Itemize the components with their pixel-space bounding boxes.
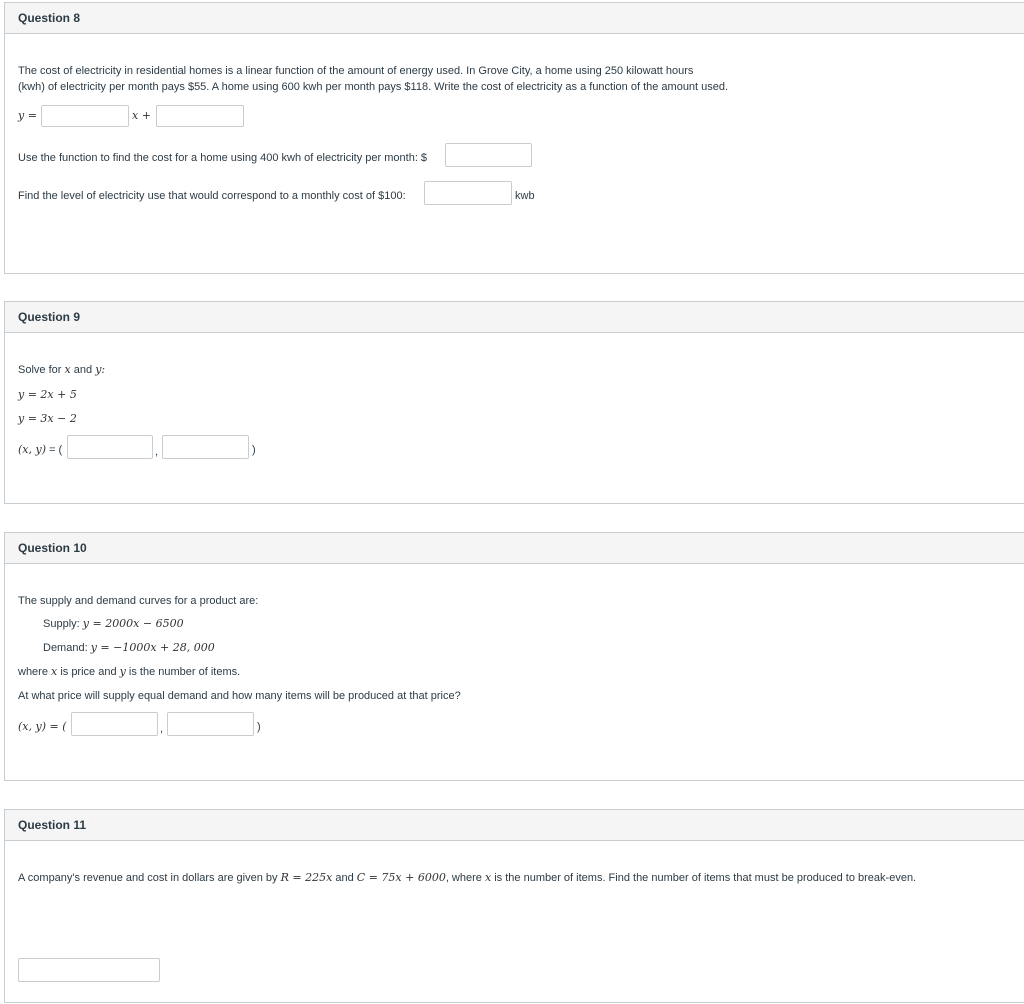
usage-unit-label: kwb <box>515 190 535 202</box>
break-even-input[interactable] <box>18 958 160 982</box>
y-equals-label: y = <box>18 109 37 122</box>
question-title: Question 10 <box>5 533 1024 564</box>
equation-2: y = 3x − 2 <box>18 412 77 425</box>
solve-instruction: Solve for x and y: <box>18 363 106 376</box>
cost-input[interactable] <box>445 143 532 167</box>
question-text-line: (kwh) of electricity per month pays $55. A home using 600 kwh per month pays $118. Write the cost of electricity as a function of the amount used. <box>18 81 729 93</box>
x-value-input[interactable] <box>67 435 153 459</box>
y-value-input[interactable] <box>162 435 249 459</box>
comma-separator: , <box>160 723 164 735</box>
usage-input[interactable] <box>424 181 512 205</box>
closing-paren: ) <box>252 444 256 456</box>
question-11-card <box>4 809 1024 1003</box>
usage-prompt: Find the level of electricity use that would correspond to a monthly cost of $100: <box>18 190 406 202</box>
equilibrium-question: At what price will supply equal demand and how many items will be produced at that price? <box>18 690 461 702</box>
question-9-card <box>4 301 1024 504</box>
closing-paren: ) <box>257 721 261 733</box>
question-10-card <box>4 532 1024 781</box>
variable-definition: where x is price and y is the number of items. <box>18 665 241 678</box>
x-plus-label: x + <box>132 109 151 122</box>
question-title: Question 8 <box>5 3 1024 34</box>
slope-input[interactable] <box>41 105 129 127</box>
intercept-input[interactable] <box>156 105 244 127</box>
break-even-question: A company's revenue and cost in dollars are given by R = 225x and C = 75x + 6000, where x is the number of items. Find the number of items that must be produced to break-even. <box>18 871 917 884</box>
comma-separator: , <box>155 446 159 458</box>
supply-demand-intro: The supply and demand curves for a product are: <box>18 595 259 607</box>
pair-label: (x, y) = ( <box>18 443 63 456</box>
equation-1: y = 2x + 5 <box>18 388 77 401</box>
items-input[interactable] <box>167 712 254 736</box>
supply-equation: Supply: y = 2000x − 6500 <box>43 617 184 630</box>
pair-label: (x, y) = ( <box>18 720 67 733</box>
cost-prompt: Use the function to find the cost for a home using 400 kwh of electricity per month: $ <box>18 152 428 164</box>
question-text-line: The cost of electricity in residential homes is a linear function of the amount of energy used. In Grove City, a home using 250 kilowatt hours <box>18 65 694 77</box>
question-title: Question 11 <box>5 810 1024 841</box>
question-8-card <box>4 2 1024 274</box>
price-input[interactable] <box>71 712 158 736</box>
demand-equation: Demand: y = −1000x + 28, 000 <box>43 641 215 654</box>
question-title: Question 9 <box>5 302 1024 333</box>
